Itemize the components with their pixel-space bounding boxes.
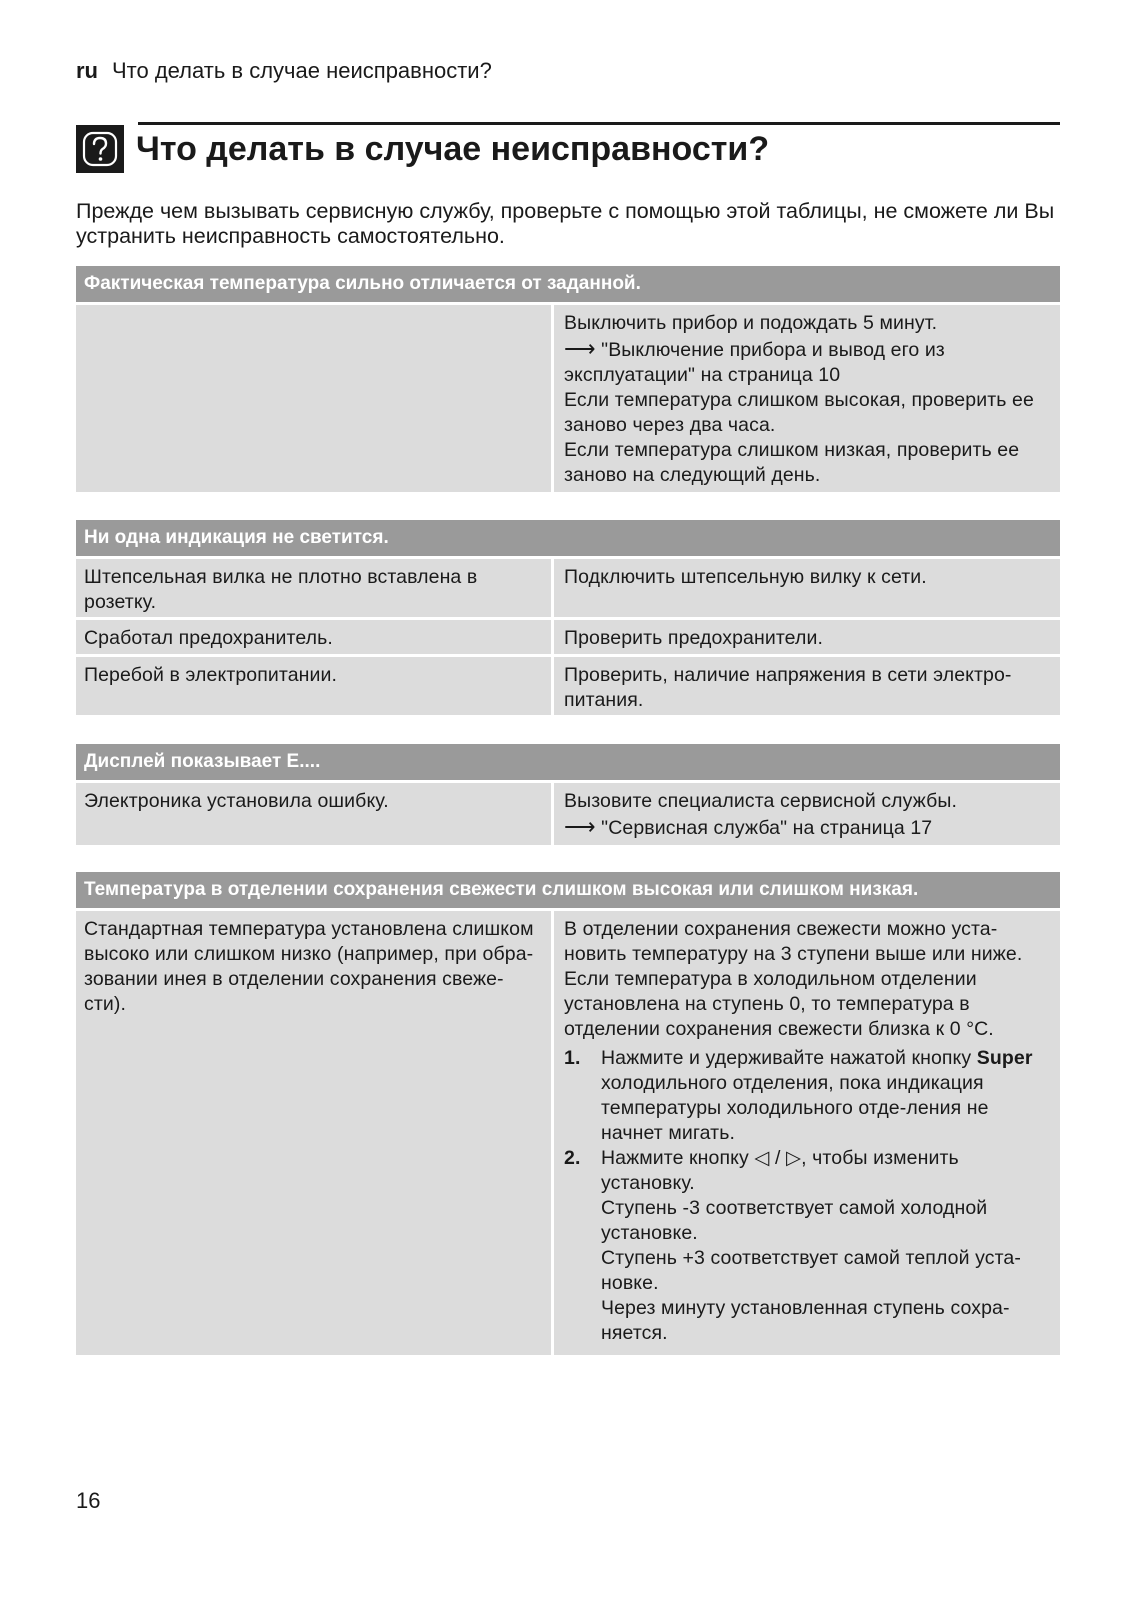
remedy-line: Если температура слишком низкая, проверить ее заново на следующий день. xyxy=(564,439,1020,486)
remedy-line: Вызовите специалиста сервисной службы. xyxy=(564,790,957,812)
remedy-line: В отделении сохранения свежести можно уста-новить температуру на 3 ступени выше или ниже. xyxy=(564,918,1023,965)
step-text: , чтобы изменить установку. xyxy=(601,1147,959,1194)
step-body xyxy=(601,1046,1052,1146)
step-note: Ступень +3 соответствует самой теплой уста-новке. xyxy=(601,1247,1021,1294)
cause-cell xyxy=(76,305,554,492)
section-no-indication xyxy=(76,520,1060,715)
section-heading: Фактическая температура сильно отличается от заданной. xyxy=(76,266,1060,302)
question-mark-icon xyxy=(76,125,124,173)
step-text: Нажмите кнопку xyxy=(601,1147,749,1169)
table-row xyxy=(76,617,1060,654)
remedy-cell xyxy=(554,305,1060,492)
remedy-cell: Подключить штепсельную вилку к сети. xyxy=(564,566,927,588)
step-note: Через минуту установленная ступень сохра-няется. xyxy=(601,1297,1010,1344)
step-text: холодильного отделения, пока индикация температуры холодильного отде-ления не начнет мигать. xyxy=(601,1072,989,1144)
remedy-cell xyxy=(554,783,1060,845)
section-heading: Дисплей показывает E.... xyxy=(76,744,1060,780)
section-heading: Температура в отделении сохранения свежести слишком высокая или слишком низкая. xyxy=(76,872,1060,908)
running-title: Что делать в случае неисправности? xyxy=(112,58,492,83)
table-row xyxy=(76,780,1060,845)
cause-cell: Сработал предохранитель. xyxy=(76,620,554,654)
page-title: Что делать в случае неисправности? xyxy=(136,129,770,168)
cause-cell: Стандартная температура установлена слишком высоко или слишком низко (например, при обра-зовании инея в отделении сохранения свеже-сти). xyxy=(76,911,554,1355)
arrow-buttons-icon: ◁ / ▷ xyxy=(754,1147,802,1169)
remedy-cell: Проверить, наличие напряжения в сети электро-питания. xyxy=(564,664,1012,711)
section-display-error xyxy=(76,744,1060,845)
cross-reference xyxy=(564,336,1052,388)
super-button-label: Super xyxy=(976,1047,1033,1069)
reference-text: "Выключение прибора и вывод его из эксплуатации" на страница 10 xyxy=(564,339,945,386)
step-text: Нажмите и удерживайте нажатой кнопку xyxy=(601,1047,972,1069)
running-header xyxy=(76,58,492,84)
title-row xyxy=(76,124,769,174)
intro-paragraph: Прежде чем вызывать сервисную службу, проверьте с помощью этой таблицы, не сможете ли Вы устранить неисправность самостоятельно. xyxy=(76,199,1055,248)
step-number: 1. xyxy=(564,1047,581,1069)
section-actual-temperature xyxy=(76,266,1060,492)
step-note: Ступень -3 соответствует самой холодной установке. xyxy=(601,1197,988,1244)
steps-list xyxy=(564,1046,1052,1346)
table-row xyxy=(76,302,1060,492)
remedy-cell: Проверить предохранители. xyxy=(564,627,823,649)
table-row xyxy=(76,908,1060,1355)
arrow-right-icon: ⟶ xyxy=(564,814,596,839)
step-number: 2. xyxy=(564,1147,581,1169)
section-heading: Ни одна индикация не светится. xyxy=(76,520,1060,556)
arrow-right-icon: ⟶ xyxy=(564,336,596,361)
language-code: ru xyxy=(76,58,98,83)
reference-text: "Сервисная служба" на страница 17 xyxy=(601,817,933,839)
table-row xyxy=(76,556,1060,617)
remedy-line: Если температура слишком высокая, проверить ее заново через два часа. xyxy=(564,389,1034,436)
cause-cell: Электроника установила ошибку. xyxy=(76,783,554,845)
table-row xyxy=(76,654,1060,715)
step-body xyxy=(601,1146,1052,1346)
cause-cell: Перебой в электропитании. xyxy=(76,657,554,715)
cross-reference xyxy=(564,814,1052,841)
cause-cell: Штепсельная вилка не плотно вставлена в розетку. xyxy=(76,559,554,617)
page-number: 16 xyxy=(76,1488,101,1513)
step-item xyxy=(564,1046,1052,1146)
remedy-line: Выключить прибор и подождать 5 минут. xyxy=(564,312,938,334)
step-item xyxy=(564,1146,1052,1346)
remedy-cell xyxy=(554,911,1060,1355)
section-freshness-temperature xyxy=(76,872,1060,1355)
remedy-line: Если температура в холодильном отделении установлена на ступень 0, то температура в отделении сохранения свежести близка к 0 °C. xyxy=(564,968,994,1040)
